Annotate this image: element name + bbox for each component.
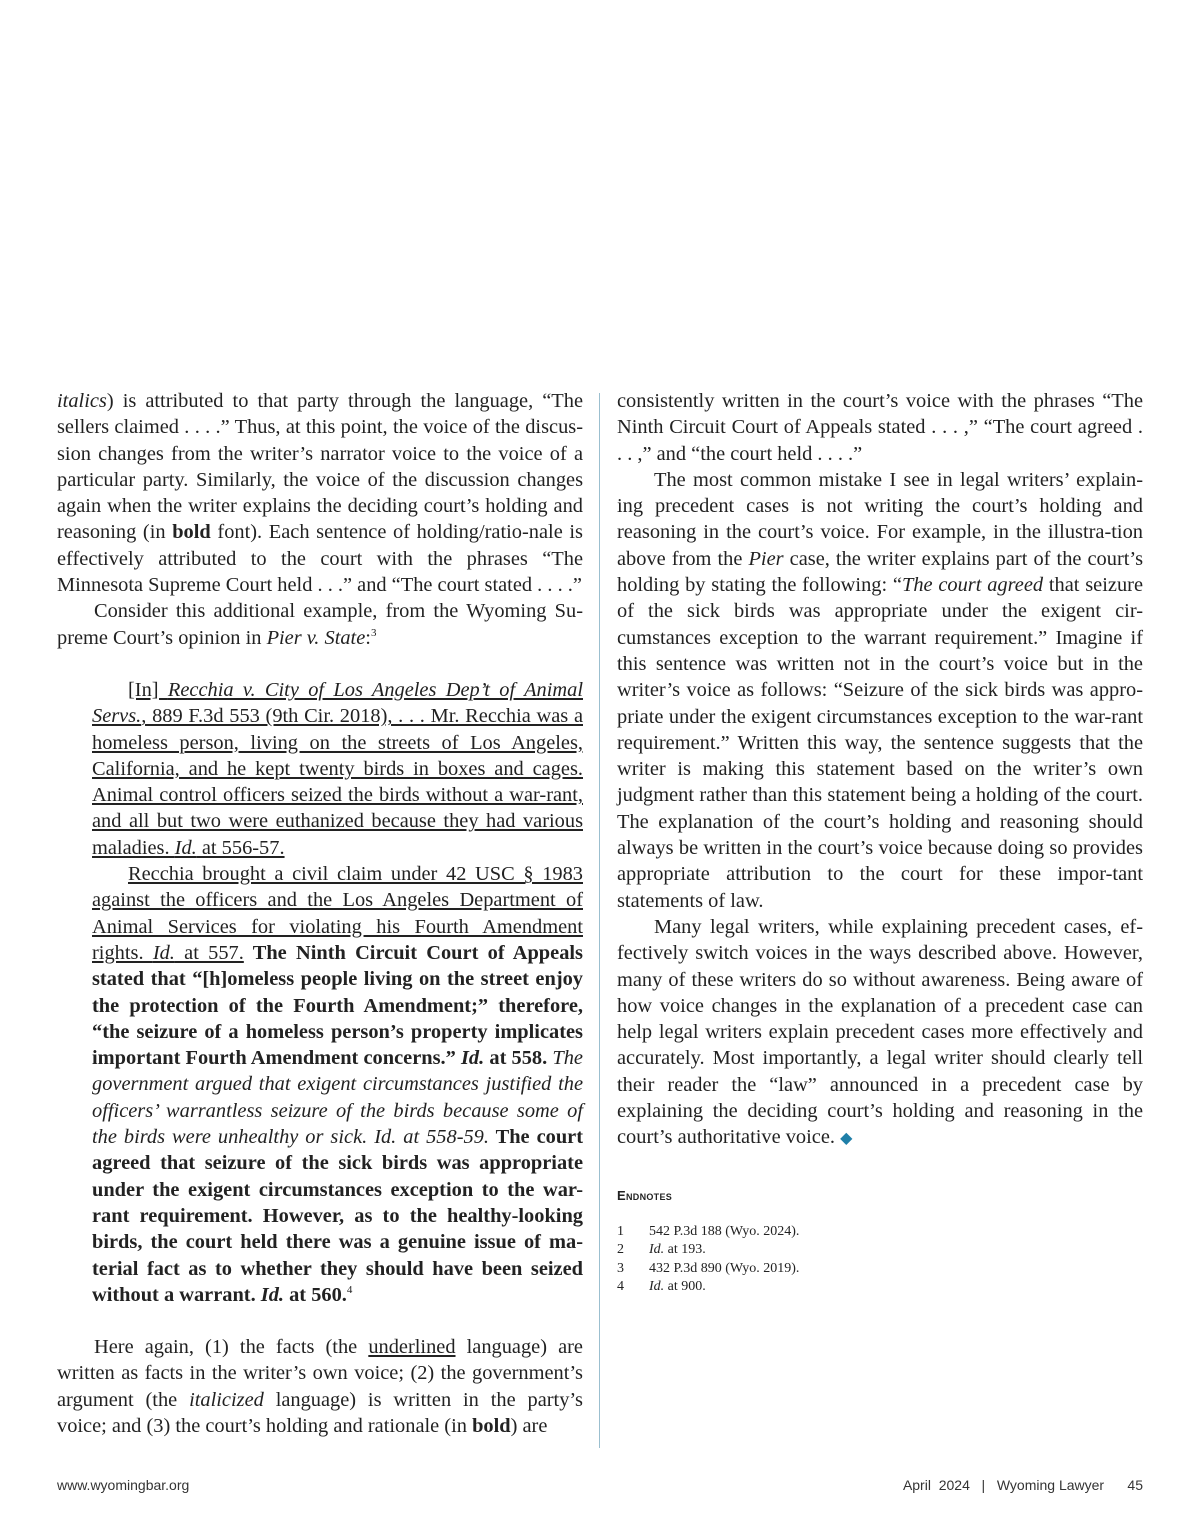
footer-website-link[interactable]: www.wyomingbar.org — [57, 1477, 190, 1493]
block-quote — [92, 677, 583, 1308]
column-divider — [599, 393, 600, 1448]
endnote-item: 4 Id. at 900. — [617, 1279, 706, 1295]
right-paragraph-2: The most common mistake I see in legal writers’ explain-ing precedent cases is not writing the court’s holding and reasoning in the court’s voice. For example, in the illustra-tion above from the Pier case, the writer explains part of the court’s holding by stating the following: “The court agreed that seizure of the sick birds was appropriate under the exigent cir-cumstances exception to the warrant requirement.” Imagine if this sentence was written not in the court’s voice but in the writer’s voice as follows: “Seizure of the sick birds was appro-priate under the exigent circumstances exception to the war-rant requirement.” Written this way, the sentence suggests that the writer is making this statement based on the writer’s own judgment rather than this statement being a holding of the court. The explanation of the court’s holding and reasoning should always be written in the court’s voice because doing so provides appropriate attribution to the court for these impor-tant statements of law. — [617, 468, 1144, 912]
left-paragraph-1: italics) is attributed to that party through the language, “The sellers claimed . . . .” Thus, at this point, the voice of the discus-sion changes from the writer’s narrator voice to the voice of a particular party. Similarly, the voice of the discussion changes again when the writer explains the deciding court’s holding and reasoning (in bold font). Each sentence of holding/ratio-nale is effectively attributed to the court with the phrases “The Minnesota Supreme Court held . . .” and “The court stated . . . .” — [57, 390, 583, 597]
endnote-ref-3: 3 — [370, 626, 377, 639]
quote-paragraph-2: Recchia brought a civil claim under 42 USC § 1983 against the officers and the Los Angeles Department of Animal Services for violating his Fourth Amendment rights. Id. at 557. The Ninth Circuit Court of Appeals stated that “[h]omeless people living on the street enjoy the protection of the Fourth Amendment;” therefore, “the seizure of a homeless person’s property implicates important Fourth Amendment concerns.” Id. at 558. The government argued that exigent circumstances justified the officers’ warrantless seizure of the birds because some of the birds were unhealthy or sick. Id. at 558-59. The court agreed that seizure of the sick birds was appropriate under the exigent circumstances exception to the war-rant requirement. However, as to the healthy-looking birds, the court held there was a genuine issue of ma-terial fact as to whether they should have been seized without a warrant. Id. at 560.$^4$ — [92, 863, 584, 1306]
end-mark-diamond-icon: ◆ — [840, 1130, 853, 1148]
left-paragraph-3: Here again, (1) the facts (the underlined language) are written as facts in the writer’s own voice; (2) the government’s argument (the italicized language) is written in the party’s voice; and (3) the court’s holding and rationale (in bold) are — [57, 1336, 583, 1437]
endnotes — [617, 1183, 1143, 1297]
endnote-item: 2 Id. at 193. — [617, 1242, 706, 1258]
right-paragraph-3: Many legal writers, while explaining precedent cases, ef-fectively switch voices in the ways described above. However, many of these writers do so without awareness. Being aware of how voice changes in the explanation of a precedent case can help legal writers explain precedent cases more effectively and accurately. Most importantly, a legal writer should clearly tell their reader the “law” announced in a precedent case by explaining the deciding court’s holding and reasoning in the court’s authoritative voice. ◆ — [617, 915, 1143, 1149]
endnote-ref-4: 4 — [346, 1284, 353, 1296]
footer-issue-info: April 2024 | Wyoming Lawyer 45 — [902, 1477, 1143, 1493]
endnotes-title: Endnotes — [617, 1187, 673, 1203]
endnote-item: 3 432 P.3d 890 (Wyo. 2019). — [617, 1260, 800, 1276]
endnote-item: 1 542 P.3d 188 (Wyo. 2024). — [617, 1223, 800, 1239]
left-paragraph-2: Consider this additional example, from the Wyoming Su-preme Court’s opinion in Pier v. State:$^3$ — [57, 600, 583, 649]
quote-paragraph-1: [In] Recchia v. City of Los Angeles Dep’t of Animal Servs., 889 F.3d 553 (9th Cir. 2018), . . . Mr. Recchia was a homeless person, living on the streets of Los Angeles, California, and he kept twenty birds in boxes and cages. Animal control officers seized the birds without a war-rant, and all but two were euthanized because they had various maladies. Id. at 556-57. — [92, 678, 583, 859]
endnotes-list — [617, 1223, 1143, 1297]
right-column — [617, 388, 1143, 1297]
right-paragraph-1: consistently written in the court’s voice with the phrases “The Ninth Circuit Court of Appeals stated . . . ,” “The court agreed . . . ,” and “the court held . . . .” — [617, 390, 1143, 465]
left-column — [57, 388, 583, 1439]
